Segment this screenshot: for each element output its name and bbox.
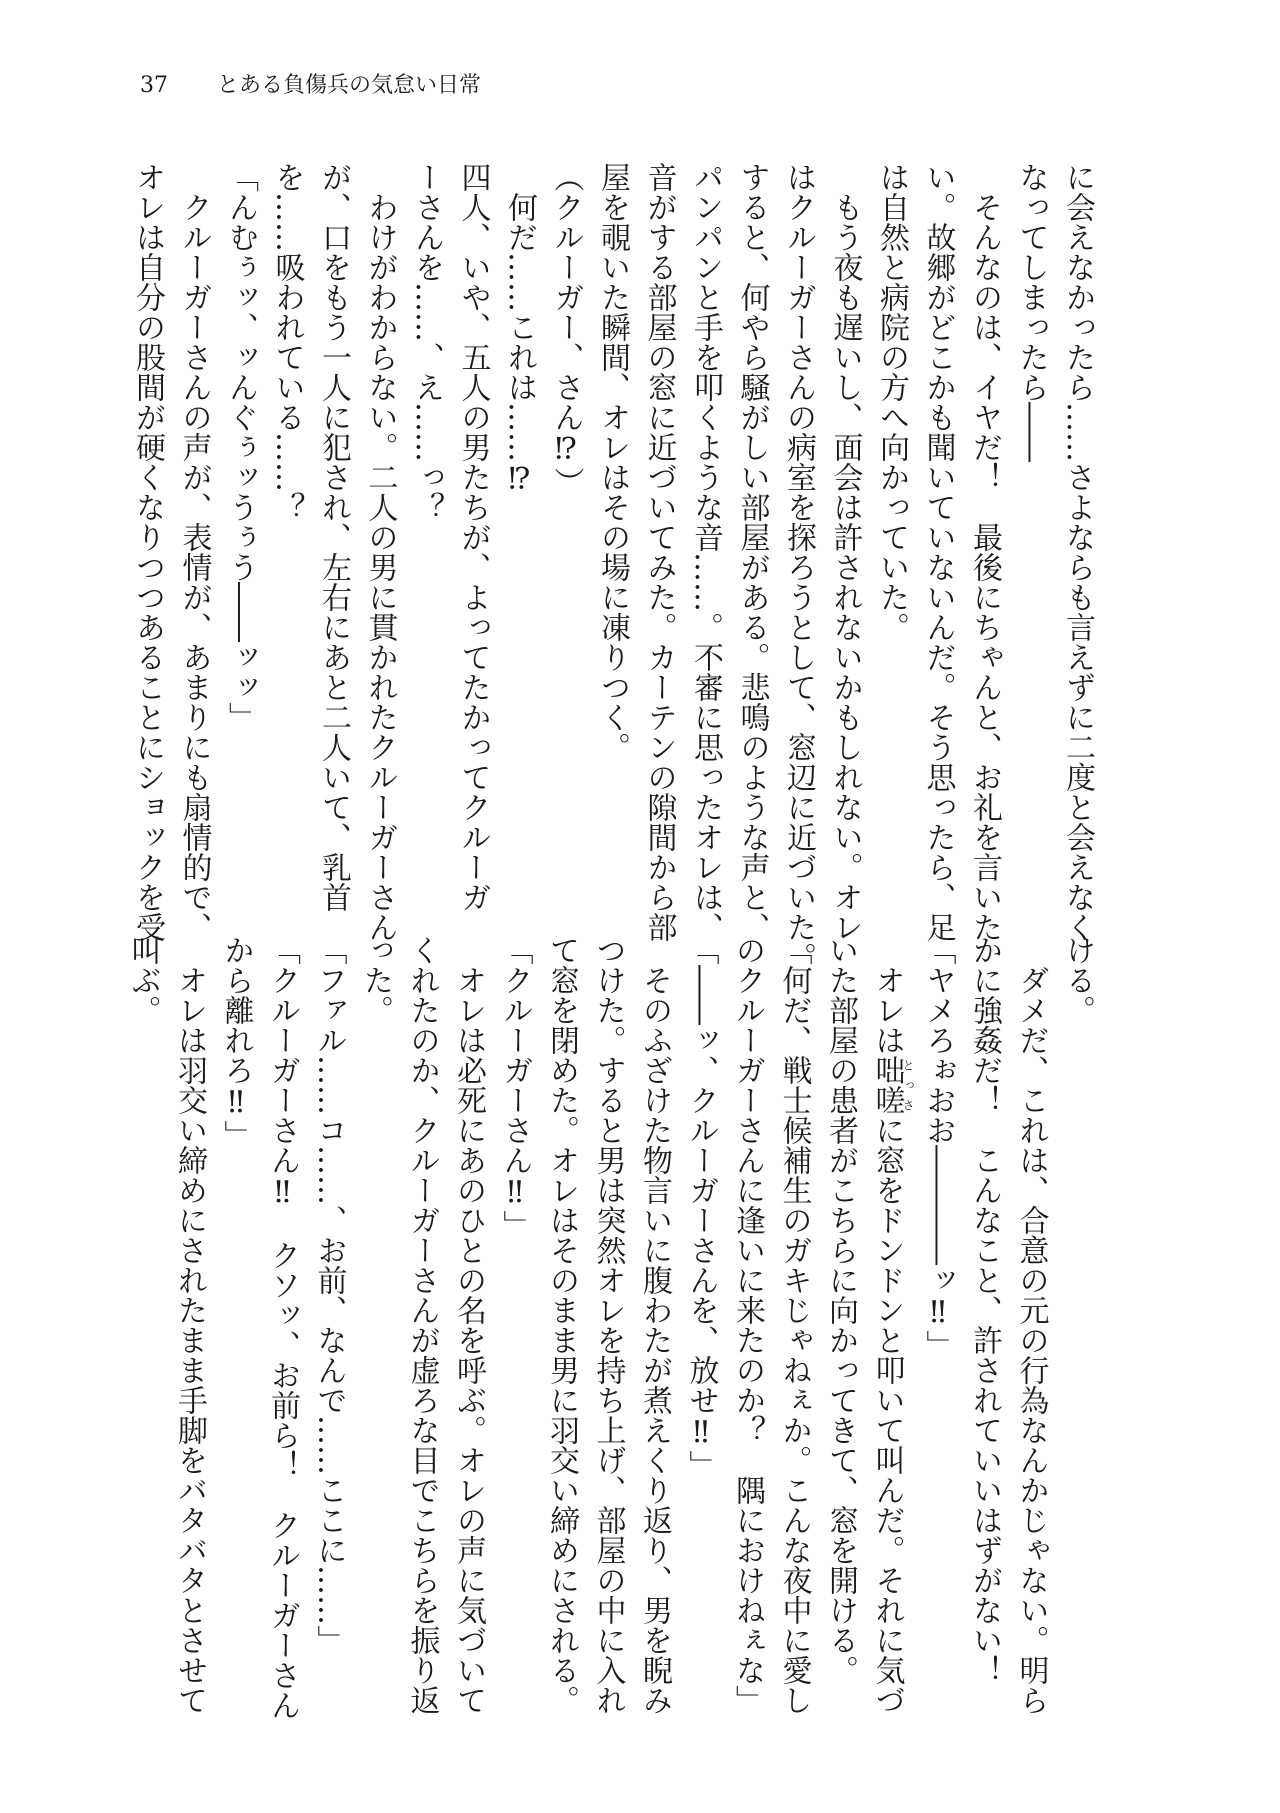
ruby-reading: とっさ	[901, 1055, 915, 1115]
text-line: 叫ぶ。	[125, 935, 161, 1025]
text-line: わけがわからない。二人の男に貫かれたクルーガーさん	[362, 162, 398, 942]
text-line: そのふざけた物言いに腹わたが煮えくり返り、男を睨み	[637, 935, 672, 1715]
bottom-text-block	[120, 935, 1100, 1765]
text-line: ける。	[1060, 935, 1095, 1025]
text-line: 音がする部屋の窓に近づいてみた。カーテンの隙間から部	[641, 162, 677, 942]
text-line: はクルーガーさんの病室を探ろうとして、窓辺に近づいた。	[781, 162, 816, 972]
text-line: て窓を閉めた。オレはそのまま男に羽交い締めにされる。	[544, 935, 579, 1715]
text-line: 何だ……これは……⁉	[502, 162, 537, 497]
text-line: かに強姦だ！ こんなこと、許されていいはずがない！	[967, 935, 1002, 1685]
text-segment: オレは	[869, 935, 905, 1055]
text-line: オレは羽交い締めにされたまま手脚をバタバタとさせて	[172, 935, 207, 1715]
text-line: は自然と病院の方へ向かっていた。	[874, 162, 909, 642]
text-line: 四人、いや、五人の男たちが、よってたかってクルーガ	[455, 162, 491, 912]
text-line: 「クルーガーさん‼ クソッ、お前ら！ クルーガーさん	[265, 935, 300, 1720]
text-line: い。故郷がどこかも聞いていないんだ。そう思ったら、足	[920, 162, 956, 942]
text-line: 「ファル……コ……、お前、なんで……ここに……」	[311, 935, 347, 1655]
text-line: オレは自分の股間が硬くなりつつあることにショックを受	[130, 162, 165, 942]
text-line: 「ヤメろぉおお――――ッ‼」	[920, 935, 956, 1360]
text-line: ーさんを……、え……っ？	[409, 162, 444, 522]
ruby-word	[869, 1055, 915, 1115]
text-line	[863, 935, 914, 1765]
text-line: くれたのか、クルーガーさんが虚ろな目でこちらを振り返	[404, 935, 440, 1715]
text-line: 「クルーガーさん‼」	[497, 935, 533, 1240]
text-line: に会えなかったら……さよならも言えずに二度と会えなく	[1060, 162, 1095, 942]
text-line: ダメだ、これは、合意の元の行為なんかじゃない。明ら	[1013, 935, 1049, 1715]
page-number: 37	[140, 73, 168, 98]
running-header	[140, 68, 481, 99]
text-line: が、口をもう一人に犯され、左右にあと二人いて、乳首	[316, 162, 351, 912]
text-segment: に窓をドンドンと叩いて叫んだ。それに気づ	[869, 1115, 905, 1715]
text-line: （クルーガー、さん⁉）	[548, 162, 584, 497]
text-line: すると、何やら騒がしい部屋がある。悲鳴のような声と、	[734, 162, 770, 942]
text-line: そんなのは、イヤだ！ 最後にちゃんと、お礼を言いた	[967, 162, 1002, 942]
text-line: もう夜も遅いし、面会は許されないかもしれない。オレ	[827, 162, 863, 942]
text-line: 「んむぅッ、ッんぐぅッうぅう――ッッ」	[223, 162, 258, 732]
text-line: なってしまったら――	[1013, 162, 1049, 462]
text-line: った。	[358, 935, 393, 1025]
text-line: いた部屋の患者がこちらに向かってきて、窓を開ける。	[823, 935, 858, 1685]
text-line: パンパンと手を叩くような音……。不審に思ったオレは、	[688, 162, 723, 942]
text-line: のクルーガーさんに逢いに来たのか？ 隅におけねぇな」	[730, 935, 765, 1715]
top-text-block	[120, 162, 1100, 972]
text-line: を……吸われている……？	[269, 162, 305, 522]
text-line: オレは必死にあのひとの名を呼ぶ。オレの声に気づいて	[451, 935, 486, 1715]
ruby-base: 咄嗟	[869, 1055, 905, 1115]
text-line: つけた。すると男は突然オレを持ち上げ、部屋の中に入れ	[590, 935, 626, 1715]
text-line: クルーガーさんの声が、表情が、あまりにも扇情的で、	[176, 162, 212, 942]
book-title: とある負傷兵の気怠い日常	[217, 73, 482, 98]
text-line: から離れろ‼」	[218, 935, 254, 1150]
text-line: 屋を覗いた瞬間、オレはその場に凍りつく。	[595, 162, 630, 762]
text-line: 「――ッ、クルーガーさんを、放せ‼」	[683, 935, 719, 1480]
text-line: 「何だ、戦士候補生のガキじゃねぇか。こんな夜中に愛し	[776, 935, 812, 1715]
